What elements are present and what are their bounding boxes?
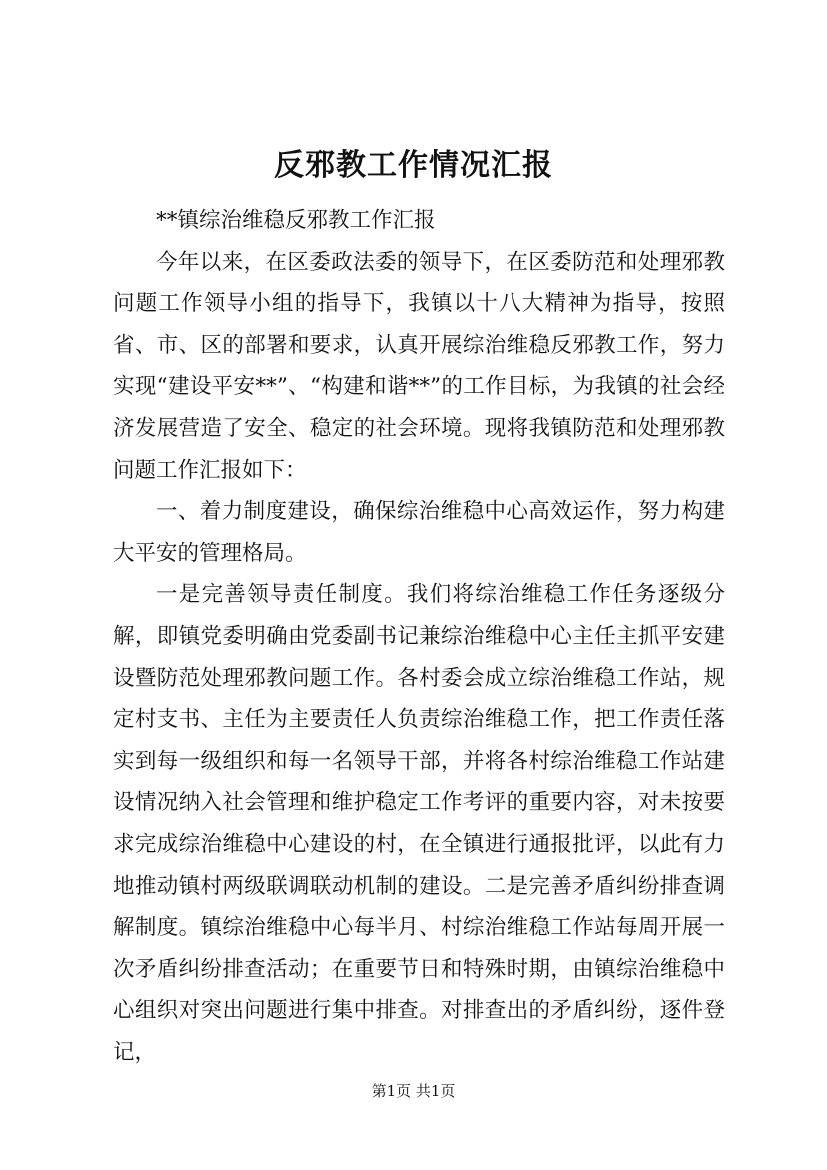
document-subtitle: **镇综治维稳反邪教工作汇报 — [156, 208, 436, 233]
paragraph-intro: 今年以来，在区委政法委的领导下，在区委防范和处理邪教问题工作领导小组的指导下，我镇以十八大精神为指导，按照省、市、区的部署和要求，认真开展综治维稳反邪教工作，努力实现“建设平安**”、“构建和谐**”的工作目标，为我镇的社会经济发展营造了安全、稳定的社会环境。现将我镇防范和处理邪教问题工作汇报如下： — [113, 249, 725, 483]
paragraph-section-heading: 一、着力制度建设，确保综治维稳中心高效运作，努力构建大平安的管理格局。 — [113, 499, 725, 566]
document-title: 反邪教工作情况汇报 — [274, 148, 553, 183]
page-footer: 第1页 共1页 — [371, 1082, 456, 1100]
document-body — [113, 200, 725, 1073]
paragraph-leadership-system: 一是完善领导责任制度。我们将综治维稳工作任务逐级分解，即镇党委明确由党委副书记兼综治维稳中心主任主抓平安建设暨防范处理邪教问题工作。各村委会成立综治维稳工作站，规定村支书、主任为主要责任人负责综治维稳工作，把工作责任落实到每一级组织和每一名领导干部，并将各村综治维稳工作站建设情况纳入社会管理和维护稳定工作考评的重要内容，对未按要求完成综治维稳中心建设的村，在全镇进行通报批评，以此有力地推动镇村两级联调联动机制的建设。二是完善矛盾纠纷排查调解制度。镇综治维稳中心每半月、村综治维稳工作站每周开展一次矛盾纠纷排查活动；在重要节日和特殊时期，由镇综治维稳中心组织对突出问题进行集中排查。对排查出的矛盾纠纷，逐件登记， — [113, 582, 725, 1065]
